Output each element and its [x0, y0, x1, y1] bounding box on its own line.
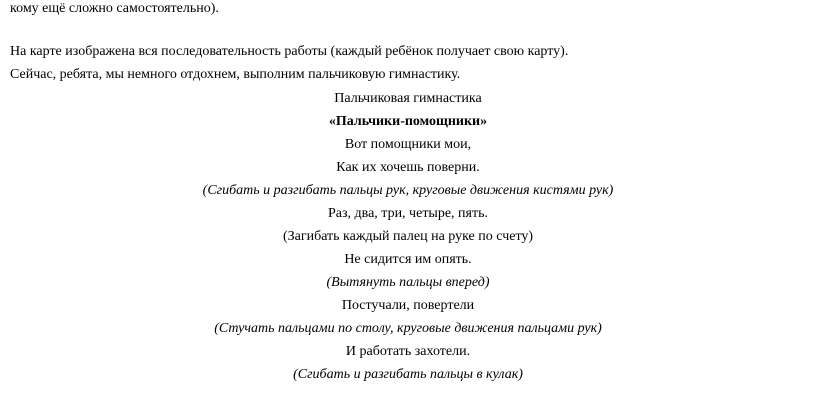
- poem-line: И работать захотели.: [345, 344, 471, 359]
- poem-instruction: (Вытянуть пальцы вперед): [326, 275, 490, 290]
- poem-line: Вот помощники мои,: [344, 137, 472, 152]
- poem-instruction: (Загибать каждый палец на руке по счету): [282, 229, 534, 244]
- transition-text: Сейчас, ребята, мы немного отдохнем, выполним пальчиковую гимнастику.: [10, 67, 461, 82]
- poem-instruction: (Сгибать и разгибать пальцы в кулак): [293, 367, 523, 382]
- poem-line: Постучали, повертели: [341, 298, 475, 313]
- intro-tail-text: кому ещё сложно самостоятельно).: [10, 1, 219, 16]
- map-sentence-text: На карте изображена вся последовательность работы (каждый ребёнок получает свою карту).: [10, 44, 569, 59]
- poem-line: Как их хочешь поверни.: [336, 160, 480, 175]
- poem-instruction: (Сгибать и разгибать пальцы рук, круговые движения кистями рук): [202, 183, 614, 198]
- section-title: Пальчиковая гимнастика: [334, 91, 482, 106]
- poem-line: Не сидится им опять.: [344, 252, 472, 267]
- poem-instruction: (Стучать пальцами по столу, круговые движения пальцами рук): [214, 321, 602, 336]
- poem-line: Раз, два, три, четыре, пять.: [327, 206, 488, 221]
- poem-title: «Пальчики-помощники»: [328, 114, 488, 129]
